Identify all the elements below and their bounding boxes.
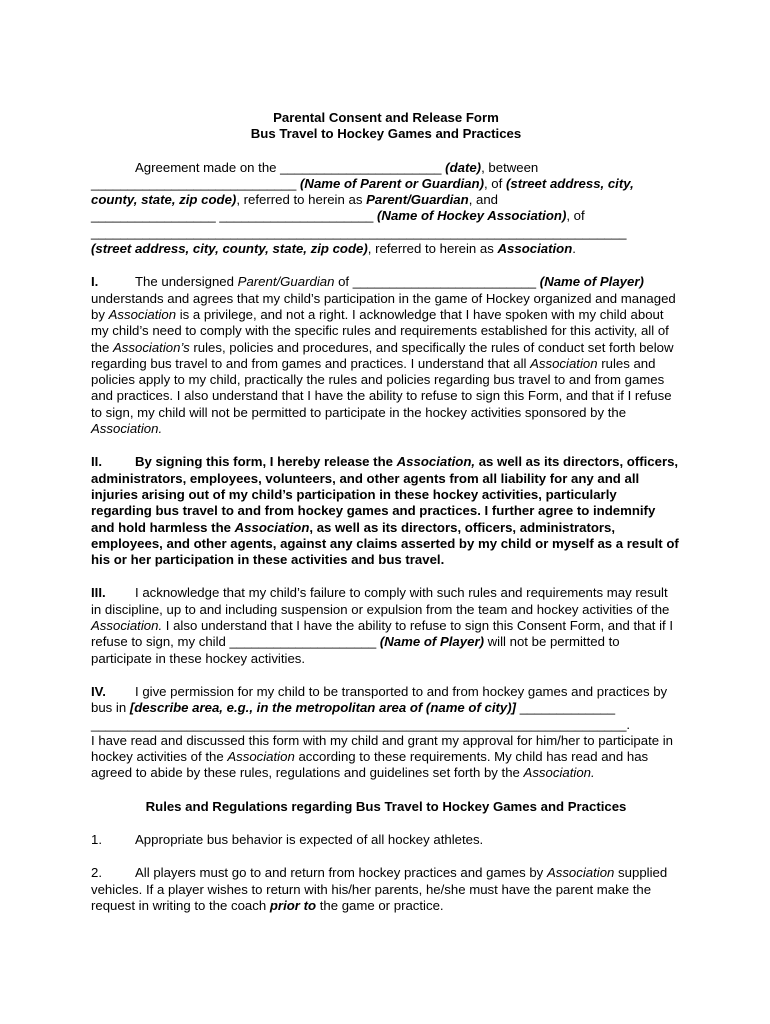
section-3: III. I acknowledge that my child’s failure to comply with such rules and requirements may result in discipline, up to and including suspension or expulsion from the team and hockey activities of the Association. I also understand that I have the ability to refuse to sign this Consent Form, and that if I refuse to sign, my child ____________________ (Name of Player) will not be permitted to participate in these hockey activities.	[91, 585, 674, 666]
section-1: I. The undersigned Parent/Guardian of _________________________ (Name of Player) understands and agrees that my child’s participation in the game of Hockey organized and managed by Association is a privilege, and not a right. I acknowledge that I have spoken with my child about my child’s need to comply with the specific rules and requirements established for this activity, all of the Association’s rules, policies and procedures, and specifically the rules of conduct set forth below regarding bus travel to and from games and practices. I understand that all Association rules and policies apply to my child, practically the rules and policies regarding bus travel to and from games and practices. I also understand that I have the ability to refuse to sign this Form, and that if I refuse to sign, my child will not be permitted to participate in the hockey activities sponsored by the Association.	[91, 274, 676, 437]
rule-number: 2.	[91, 865, 102, 881]
section-number: III.	[91, 585, 106, 601]
area-blank-line: _________________________________________________________________________.	[91, 716, 631, 732]
rules-heading: Rules and Regulations regarding Bus Travel to Hockey Games and Practices	[145, 798, 627, 814]
parent-name-blank: ____________________________	[91, 175, 301, 191]
title-line-1: Parental Consent and Release Form	[273, 110, 499, 125]
section-number: I.	[91, 274, 99, 290]
agreement-paragraph: Agreement made on the ______________________ (date), between ____________________________ (Name of Parent or Guardian), of (street address, city, county, state, zip code), referred to herein as Parent/Guardian, and _________________ _____________________ (Name of Hockey Association), of _________________________________________________________________________ (street address, city, county, state, zip code), referred to herein as Association.	[91, 159, 634, 257]
rule-2: 2. All players must go to and return from hockey practices and games by Association supplied vehicles. If a player wishes to return with his/her parents, he/she must have the parent make the request in writing to the coach prior to the game or practice.	[91, 865, 668, 913]
form-title	[91, 110, 681, 143]
rule-1: 1. Appropriate bus behavior is expected of all hockey athletes.	[91, 831, 484, 847]
rule-number: 1.	[91, 831, 102, 847]
association-address-blank: _________________________________________________________________________	[91, 224, 627, 240]
document-page	[91, 110, 681, 914]
title-line-2: Bus Travel to Hockey Games and Practices	[250, 126, 522, 142]
association-name-blank: _________________ _____________________	[91, 208, 378, 224]
section-2: II. By signing this form, I hereby release the Association, as well as its directors, officers, administrators, employees, volunteers, and other agents from all liability for any and all injuries arising out of my child’s participation in these hockey activities, particularly regarding bus travel to and from hockey games and practices. I further agree to indemnify and hold harmless the Association, as well as its directors, officers, administrators, employees, and other agents, against any claims asserted by my child or myself as a result of his or her participation in these activities and bus travel.	[91, 454, 679, 568]
section-number: IV.	[91, 683, 106, 699]
section-4: IV. I give permission for my child to be transported to and from hockey games and practices by bus in [describe area, e.g., in the metropolitan area of (name of city)] _____________ _________________________________________________________________________. I have read and discussed this form with my child and grant my approval for him/her to participate in hockey activities of the Association according to these requirements. My child has read and has agreed to abide by these rules, regulations and guidelines set forth by the Association.	[91, 683, 673, 781]
section-number: II.	[91, 454, 102, 470]
date-field-label: (date)	[445, 159, 482, 175]
